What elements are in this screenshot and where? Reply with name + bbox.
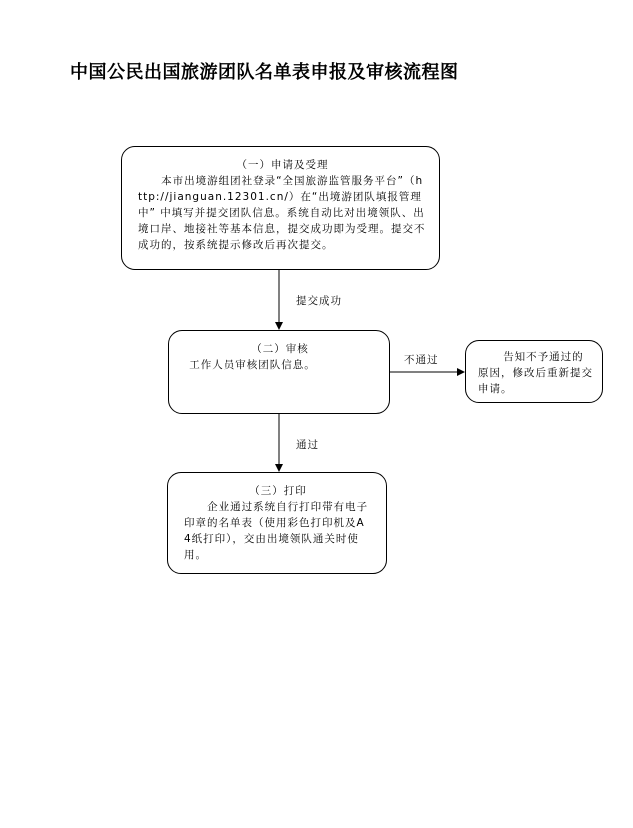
step-print-heading: （三）打印 (249, 485, 307, 497)
page-title: 中国公民出国旅游团队名单表申报及审核流程图 (70, 62, 459, 83)
step-reject-text: 告知不予通过的原因，修改后重新提交申请。 (478, 351, 593, 395)
step-apply-text: 本市出境游组团社登录“全国旅游监管服务平台”（http://jianguan.12301.cn/）在“出境游团队填报管理中” 中填写并提交团队信息。系统自动比对出境领队、出境口岸、地接社等基本信息，提交成功即为受理。提交不成功的，按系统提示修改后再次提交。 (138, 175, 426, 251)
step-reject-box (465, 340, 603, 403)
step-apply-heading: （一）申请及受理 (236, 159, 329, 171)
step-print-text: 企业通过系统自行打印带有电子印章的名单表（使用彩色打印机及A4纸打印），交由出境领队通关时使用。 (184, 501, 369, 561)
step-apply-box (121, 146, 440, 270)
edge-label-fail: 不通过 (404, 354, 439, 366)
edge-label-pass: 通过 (296, 439, 319, 451)
step-review-heading: （二）审核 (251, 343, 309, 355)
edge-label-submit-success: 提交成功 (296, 295, 342, 307)
step-review-box (168, 330, 390, 414)
step-print-box (167, 472, 387, 574)
step-review-text: 工作人员审核团队信息。 (189, 359, 316, 371)
